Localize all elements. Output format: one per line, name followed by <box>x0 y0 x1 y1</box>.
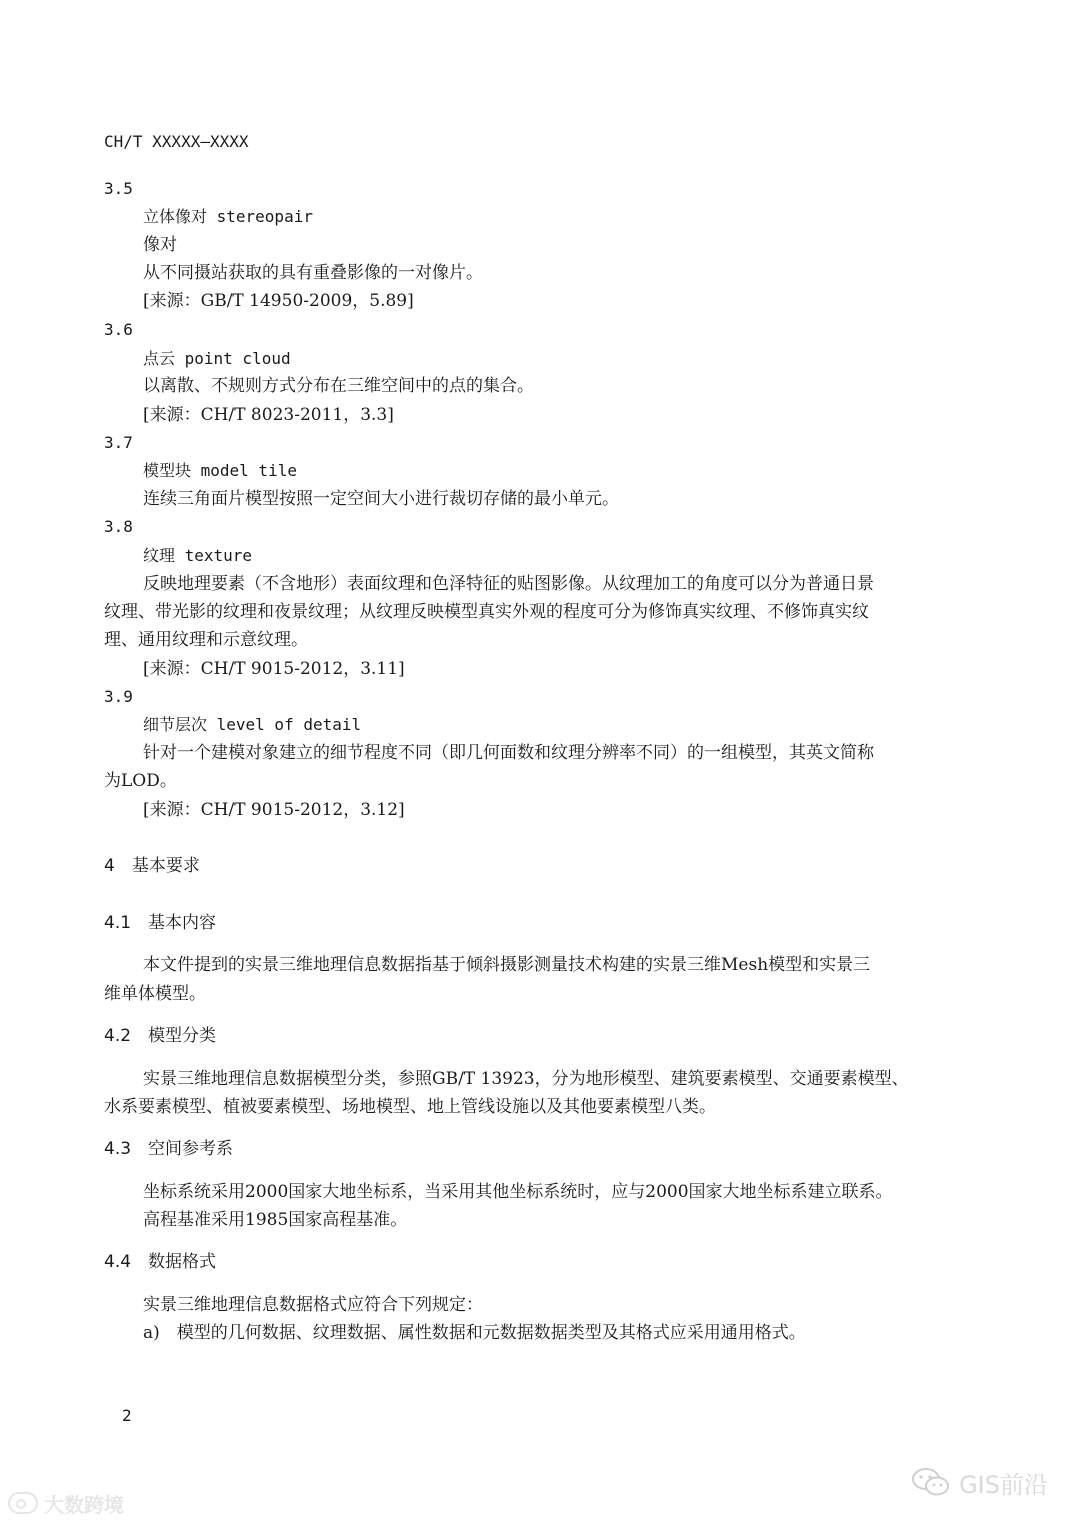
term-number: 3.8 <box>104 517 133 536</box>
term-definition-line: 纹理、带光影的纹理和夜景纹理；从纹理反映模型真实外观的程度可分为修饰真实纹理、不修饰真实纹 <box>104 602 869 622</box>
term-number: 3.7 <box>104 433 133 452</box>
term-definition: 从不同摄站获取的具有重叠影像的一对像片。 <box>143 263 483 283</box>
term-definition-line: 反映地理要素（不含地形）表面纹理和色泽特征的贴图影像。从纹理加工的角度可以分为普通日景 <box>143 574 874 594</box>
watermark-left <box>8 1488 124 1518</box>
subsection-heading: 4.3 空间参考系 <box>104 1139 234 1159</box>
term-definition: 连续三角面片模型按照一定空间大小进行裁切存储的最小单元。 <box>143 489 619 509</box>
subsection-heading: 4.2 模型分类 <box>104 1026 217 1046</box>
term-source: [来源：GB/T 14950-2009，5.89] <box>143 291 414 311</box>
watermark-left-text: 大数跨境 <box>44 1492 124 1517</box>
subsection-heading: 4.1 基本内容 <box>104 913 217 933</box>
paragraph-line: 实景三维地理信息数据模型分类，参照GB/T 13923，分为地形模型、建筑要素模型、交通要素模型、 <box>143 1069 909 1089</box>
list-item: a) 模型的几何数据、纹理数据、属性数据和元数据数据类型及其格式应采用通用格式。 <box>143 1323 806 1343</box>
term-name: 纹理 texture <box>143 546 253 565</box>
paragraph-line: 维单体模型。 <box>104 984 206 1004</box>
term-name: 立体像对 stereopair <box>143 207 313 226</box>
paragraph-line: 高程基准采用1985国家高程基准。 <box>143 1210 408 1230</box>
wechat-icon <box>911 1466 951 1498</box>
term-number: 3.9 <box>104 687 133 706</box>
camera-icon <box>8 1492 38 1514</box>
page-number: 2 <box>122 1406 132 1425</box>
term-source: [来源：CH/T 8023-2011，3.3] <box>143 405 394 425</box>
term-source: [来源：CH/T 9015-2012，3.12] <box>143 800 405 820</box>
section-heading: 4 基本要求 <box>104 856 200 876</box>
term-name: 细节层次 level of detail <box>143 715 362 734</box>
term-name: 模型块 model tile <box>143 461 297 480</box>
standard-code: CH/T XXXXX—XXXX <box>104 132 249 151</box>
term-source: [来源：CH/T 9015-2012，3.11] <box>143 659 405 679</box>
term-definition: 以离散、不规则方式分布在三维空间中的点的集合。 <box>143 376 534 396</box>
paragraph-line: 实景三维地理信息数据格式应符合下列规定： <box>143 1295 483 1315</box>
term-number: 3.5 <box>104 179 133 198</box>
paragraph-line: 水系要素模型、植被要素模型、场地模型、地上管线设施以及其他要素模型八类。 <box>104 1097 716 1117</box>
subsection-heading: 4.4 数据格式 <box>104 1252 217 1272</box>
term-definition-line: 针对一个建模对象建立的细节程度不同（即几何面数和纹理分辨率不同）的一组模型，其英文简称 <box>143 743 874 763</box>
term-number: 3.6 <box>104 320 133 339</box>
watermark-right <box>911 1462 1048 1502</box>
term-name: 点云 point cloud <box>143 349 291 368</box>
paragraph-line: 本文件提到的实景三维地理信息数据指基于倾斜摄影测量技术构建的实景三维Mesh模型和实景三 <box>143 955 871 975</box>
term-definition-line: 理、通用纹理和示意纹理。 <box>104 630 308 650</box>
watermark-right-text: GIS前沿 <box>959 1470 1048 1499</box>
paragraph-line: 坐标系统采用2000国家大地坐标系，当采用其他坐标系统时，应与2000国家大地坐标系建立联系。 <box>143 1182 893 1202</box>
term-definition-line: 为LOD。 <box>104 771 177 791</box>
term-alias: 像对 <box>143 235 177 255</box>
